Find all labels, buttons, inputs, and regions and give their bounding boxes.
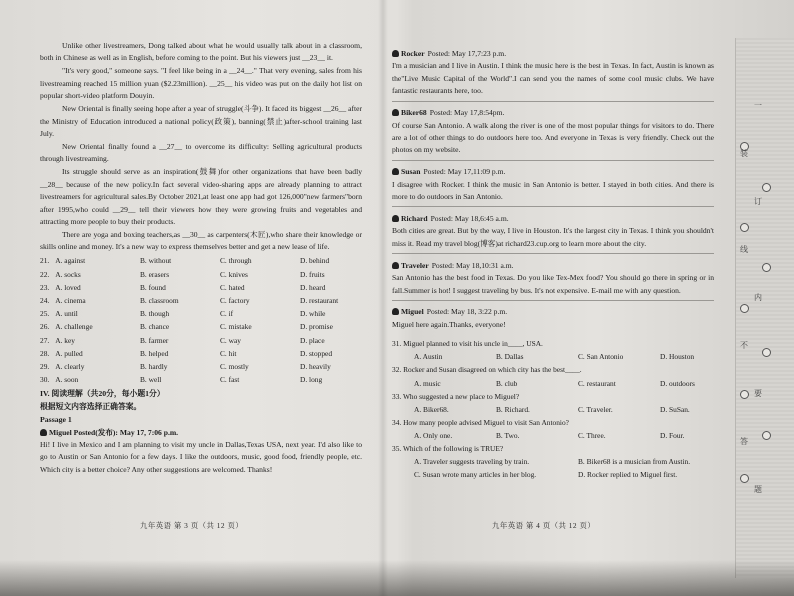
binding-strip-char: 答 xyxy=(740,437,748,446)
reading-option-a: A. music xyxy=(414,378,441,388)
reading-option-a: A. Only one. xyxy=(414,431,453,441)
cloze-option-b: B. hardly xyxy=(140,362,168,372)
cloze-option-a: A. challenge xyxy=(55,322,93,332)
cloze-option-a: A. pulled xyxy=(55,348,83,358)
cloze-option-c: C. factory xyxy=(220,296,250,306)
cloze-option-b: B. helped xyxy=(140,348,169,358)
binding-strip-char: 一 xyxy=(754,101,762,110)
cloze-question-number: 22. xyxy=(40,269,50,279)
cloze-option-b: B. chance xyxy=(140,322,170,332)
section-instruction: 根据短文内容选择正确答案。 xyxy=(40,401,142,411)
forum-post xyxy=(392,306,714,331)
forum-post-text: Miguel here again.Thanks, everyone! xyxy=(392,319,506,329)
photo-shadow xyxy=(0,560,794,596)
cloze-paragraph-6: There are yoga and boxing teachers,as __30__ as carpenters(木匠),who share their knowledge or skills online and money. It's a new way to express themselves better and get a new lease of life. xyxy=(40,230,362,252)
forum-post-author: Richard xyxy=(401,213,428,223)
reading-questions xyxy=(392,337,714,481)
reading-option-b: B. club xyxy=(496,378,518,388)
cloze-option-a: A. until xyxy=(55,309,78,319)
miguel-post-text: Hi! I live in Mexico and I am planning to visit my uncle in Dallas,Texas USA, next year. I'd also like to go to Austin or San Antonio for a few days. I like the outdoors, music, good food, friendly people, etc. Which city is a better choice? Any other suggestions are welcomed. Thanks! xyxy=(40,439,362,474)
post-divider xyxy=(392,253,714,254)
reading-option-b: B. Dallas xyxy=(496,352,524,362)
reading-option-c: C. Susan wrote many articles in her blog. xyxy=(414,470,537,480)
cloze-option-row-start xyxy=(40,254,140,267)
cloze-option-row-start xyxy=(40,373,140,386)
indent-spacer xyxy=(392,429,414,442)
forum-post-time: Posted: May 17,7:23 p.m. xyxy=(427,49,507,58)
forum-post-header xyxy=(392,306,714,318)
cloze-option-c: C. if xyxy=(220,309,234,319)
post-divider xyxy=(392,206,714,207)
cloze-option-c: C. hit xyxy=(220,348,237,358)
cloze-option-d: D. behind xyxy=(300,256,330,266)
cloze-option-row-start xyxy=(40,347,140,360)
reading-question-options xyxy=(392,403,714,416)
cloze-option-d: D. place xyxy=(300,335,325,345)
right-page-footer: 九年英语 第 4 页（共 12 页） xyxy=(492,521,596,530)
user-avatar-icon xyxy=(392,168,399,175)
cloze-question-number: 29. xyxy=(40,362,50,372)
reading-question: 33. Who suggested a new place to Miguel? xyxy=(392,391,520,401)
reading-option-d: D. SuSan. xyxy=(660,404,690,414)
cloze-option-d: D. stopped xyxy=(300,348,333,358)
forum-post xyxy=(392,48,714,102)
forum-post-text: Both cities are great. But by the way, I live in Houston. It's the largest city in Texas. I think you shouldn't miss it. Read my travel blog(博客)at richard23.cup.org to learn more about the city. xyxy=(392,226,714,248)
binding-hole-icon xyxy=(740,474,749,483)
binding-strip xyxy=(735,38,794,578)
cloze-question-number: 26. xyxy=(40,322,50,332)
cloze-paragraph-2: "It's very good," someone says. "I feel like being in a __24__." That very evening, sales from his livestreaming reached 15 million yuan ($2.23million). __25__ his video was put on the daily hot list on popular short-video platform Douyin. xyxy=(40,66,362,101)
forum-post-header xyxy=(392,48,714,60)
reading-option-d: D. Houston xyxy=(660,352,695,362)
forum-posts xyxy=(392,48,714,331)
forum-post-time: Posted: May 17,8:54pm. xyxy=(429,108,505,118)
cloze-option-d: D. restaurant xyxy=(300,296,339,306)
cloze-option-b: B. though xyxy=(140,309,170,319)
binding-hole-icon xyxy=(762,431,771,440)
binding-strip-char: 线 xyxy=(740,245,748,254)
cloze-option-a: A. key xyxy=(55,335,75,345)
forum-post-time: Posted: May 17,11:09 p.m. xyxy=(423,167,506,177)
forum-post-header xyxy=(392,260,714,272)
cloze-option-c: C. mistake xyxy=(220,322,252,332)
reading-option-b: B. Two. xyxy=(496,431,520,441)
cloze-option-d: D. while xyxy=(300,309,326,319)
cloze-question-number: 27. xyxy=(40,335,50,345)
page-fold xyxy=(378,0,388,596)
cloze-option-a: A. soon xyxy=(55,375,79,385)
reading-question-options xyxy=(392,377,714,390)
cloze-question-number: 25. xyxy=(40,309,50,319)
cloze-option-row-start xyxy=(40,281,140,294)
user-avatar-icon xyxy=(40,429,47,436)
cloze-option-d: D. fruits xyxy=(300,269,325,279)
cloze-option-row-start xyxy=(40,268,140,281)
user-avatar-icon xyxy=(392,50,399,57)
cloze-option-b: B. erasers xyxy=(140,269,170,279)
indent-spacer xyxy=(392,468,414,481)
forum-post-text: Of course San Antonio. A walk along the river is one of the most popular things for visitors to do. There are a lot of other things to do outdoors here too. And everyone in Texas is very friendly. Check out the photos on my website. xyxy=(392,120,714,155)
binding-strip-char: 题 xyxy=(754,485,762,494)
cloze-option-a: A. socks xyxy=(55,269,81,279)
post-divider xyxy=(392,101,714,102)
cloze-option-a: A. against xyxy=(55,256,86,266)
forum-post-author: Rocker xyxy=(401,49,425,58)
left-page xyxy=(40,40,362,477)
post-divider xyxy=(392,300,714,301)
cloze-paragraph-5: Its struggle should serve as an inspiration(鼓舞)for other organizations that have been badly __28__ because of the new policy.In fact several video-sharing apps are already planning to attract livestreamers for agricultural sales.By October 2021,at least one app had got 126,000"new farmers"born after 1995,who could __29__ tell their viewers how they were growing fruits and vegetables and attracting more people to buy their products. xyxy=(40,167,362,227)
binding-hole-icon xyxy=(762,263,771,272)
reading-option-c: C. restaurant xyxy=(578,378,616,388)
forum-post-author: Miguel xyxy=(401,307,424,317)
reading-option-d: D. outdoors xyxy=(660,378,695,388)
cloze-option-d: D. long xyxy=(300,375,323,385)
indent-spacer xyxy=(392,455,414,468)
forum-post-time: Posted: May 18,6:45 a.m. xyxy=(430,213,509,223)
reading-question-options xyxy=(392,455,714,481)
cloze-option-b: B. farmer xyxy=(140,335,169,345)
reading-option-a: A. Biker68. xyxy=(414,404,449,414)
right-page xyxy=(392,48,714,481)
binding-hole-icon xyxy=(762,348,771,357)
cloze-question-number: 30. xyxy=(40,375,50,385)
reading-question: 34. How many people advised Miguel to visit San Antonio? xyxy=(392,417,569,427)
binding-hole-icon xyxy=(740,304,749,313)
reading-question: 35. Which of the following is TRUE? xyxy=(392,444,504,454)
miguel-post-head: Miguel Posted(发布): May 17, 7:06 p.m. xyxy=(40,427,362,439)
user-avatar-icon xyxy=(392,109,399,116)
cloze-option-c: C. fast xyxy=(220,375,240,385)
reading-option-b: B. Biker68 is a musician from Austin. xyxy=(578,457,691,467)
forum-post-author: Susan xyxy=(401,167,421,177)
cloze-option-row-start xyxy=(40,294,140,307)
cloze-option-d: D. heard xyxy=(300,282,326,292)
forum-post-text: I disagree with Rocker. I think the music in San Antonio is better. I stayed in both cities. And there is more to do outdoors in San Antonio. xyxy=(392,179,714,202)
user-avatar-icon xyxy=(392,262,399,269)
forum-post xyxy=(392,213,714,254)
forum-post-header xyxy=(392,107,714,119)
reading-option-c: C. Traveler. xyxy=(578,404,613,414)
user-avatar-icon xyxy=(392,308,399,315)
cloze-option-c: C. hated xyxy=(220,282,245,292)
cloze-option-c: C. knives xyxy=(220,269,248,279)
binding-strip-char: 不 xyxy=(740,341,748,350)
forum-post-text: San Antonio has the best food in Texas. Do you like Tex-Mex food? You should go there in spring or in fall.Summer is hot! I suggest traveling by bus. It's not expensive. E-mail me with any question. xyxy=(392,273,714,295)
cloze-option-c: C. way xyxy=(220,335,241,345)
cloze-paragraph-4: New Oriental finally found a __27__ to overcome its difficulty: Selling agricultural products through livestreaming. xyxy=(40,142,362,164)
cloze-option-b: B. well xyxy=(140,375,162,385)
forum-post-header xyxy=(392,213,714,225)
reading-option-d: D. Rocker replied to Miguel first. xyxy=(578,470,678,480)
binding-hole-icon xyxy=(740,223,749,232)
cloze-option-c: C. mostly xyxy=(220,362,249,372)
cloze-option-b: B. classroom xyxy=(140,296,179,306)
cloze-question-number: 28. xyxy=(40,348,50,358)
cloze-paragraph-3: New Oriental is finally seeing hope after a year of struggle(斗争). It faced its biggest __26__ after the Ministry of Education introduced a national policy(政策), banning(禁止)after-school training last July. xyxy=(40,104,362,139)
cloze-option-b: B. without xyxy=(140,256,172,266)
reading-option-d: D. Four. xyxy=(660,431,685,441)
reading-option-a: A. Austin xyxy=(414,352,443,362)
forum-post xyxy=(392,260,714,301)
reading-question-options xyxy=(392,350,714,363)
reading-option-a: A. Traveler suggests traveling by train. xyxy=(414,457,530,467)
cloze-paragraph-1: Unlike other livestreamers, Dong talked about what he would usually talk about in a classroom, both in Chinese as well as in English, before coming to the point. But his viewers just __23__ it. xyxy=(40,41,362,63)
reading-option-c: C. Three. xyxy=(578,431,606,441)
binding-hole-icon xyxy=(762,183,771,192)
cloze-question-number: 23. xyxy=(40,282,50,292)
cloze-question-number: 21. xyxy=(40,256,50,266)
indent-spacer xyxy=(392,350,414,363)
cloze-option-d: D. heavily xyxy=(300,362,331,372)
cloze-option-row-start xyxy=(40,334,140,347)
binding-strip-char: 要 xyxy=(754,389,762,398)
forum-post xyxy=(392,107,714,161)
forum-post-time: Posted: May 18, 3:22 p.m. xyxy=(426,307,508,317)
section-heading: IV. 阅读理解（共20分，每小题1分） xyxy=(40,388,165,398)
binding-strip-char: 装 xyxy=(740,149,748,158)
binding-strip-char: 订 xyxy=(754,197,762,206)
cloze-option-row-start xyxy=(40,360,140,373)
post-divider xyxy=(392,160,714,161)
cloze-option-d: D. promise xyxy=(300,322,333,332)
forum-post-header xyxy=(392,166,714,178)
forum-post-author: Biker68 xyxy=(401,108,427,118)
cloze-option-c: C. through xyxy=(220,256,252,266)
cloze-option-a: A. loved xyxy=(55,282,81,292)
indent-spacer xyxy=(392,377,414,390)
cloze-option-a: A. cinema xyxy=(55,296,86,306)
reading-question-options xyxy=(392,429,714,442)
reading-option-c: C. San Antonio xyxy=(578,352,624,362)
user-avatar-icon xyxy=(392,215,399,222)
binding-strip-char: 内 xyxy=(754,293,762,302)
cloze-option-row-start xyxy=(40,320,140,333)
cloze-option-row-start xyxy=(40,307,140,320)
binding-hole-icon xyxy=(740,390,749,399)
forum-post-author: Traveler xyxy=(401,260,429,270)
forum-post xyxy=(392,166,714,207)
passage-label: Passage 1 xyxy=(40,414,72,424)
reading-question: 31. Miguel planned to visit his uncle in____, USA. xyxy=(392,339,543,349)
cloze-question-number: 24. xyxy=(40,296,50,306)
indent-spacer xyxy=(392,403,414,416)
forum-post-text: I'm a musician and I live in Austin. I think the music here is the best in Texas. In fact, Austin is known as the"Live Music Capital of the World".I can send you the names of some cool music clubs. We have fantastic restaurants here, too. xyxy=(392,61,714,96)
left-page-footer: 九年英语 第 3 页（共 12 页） xyxy=(140,521,244,530)
cloze-option-b: B. found xyxy=(140,282,166,292)
cloze-options xyxy=(40,254,362,386)
reading-option-b: B. Richard. xyxy=(496,404,530,414)
cloze-option-a: A. clearly xyxy=(55,362,85,372)
reading-question: 32. Rocker and Susan disagreed on which city has the best____. xyxy=(392,365,582,375)
forum-post-time: Posted: May 18,10:31 a.m. xyxy=(431,260,514,270)
